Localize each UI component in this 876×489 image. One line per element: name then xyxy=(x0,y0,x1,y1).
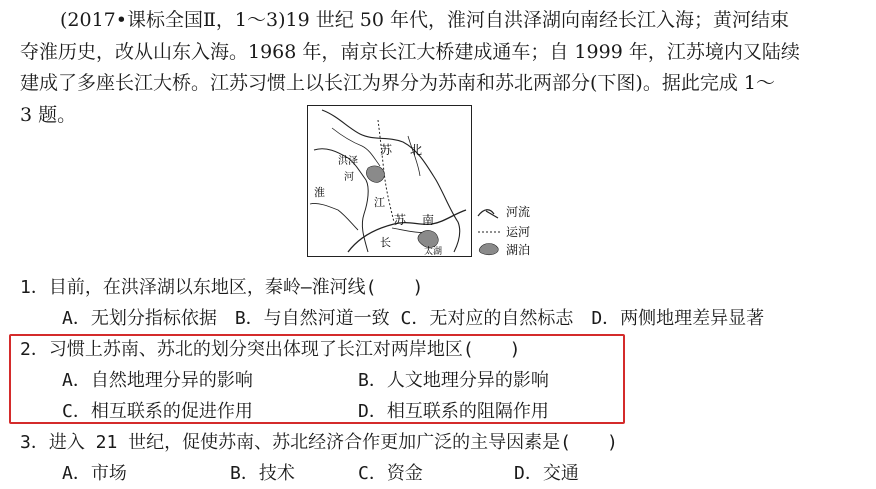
legend-drawing xyxy=(476,198,566,258)
map-label-hongze: 洪泽 xyxy=(338,156,358,167)
map-label-su-south: 苏 xyxy=(394,213,407,227)
question-2-option-b: B．人文地理分异的影响 xyxy=(358,370,549,391)
question-2-option-c: C．相互联系的促进作用 xyxy=(62,401,253,422)
map-label-taihu: 太湖 xyxy=(424,247,443,256)
legend-river: 河流 xyxy=(506,205,531,219)
intro-line-2: 夺淮历史，改从山东入海。1968 年，南京长江大桥建成通车；自 1999 年，江苏境内又陆续 xyxy=(20,41,800,63)
legend-lake: 湖泊 xyxy=(506,243,531,257)
question-3-option-a: A．市场 xyxy=(62,463,127,484)
lake-legend-icon xyxy=(479,244,498,255)
question-3-option-b: B．技术 xyxy=(230,463,295,484)
map-label-nan: 南 xyxy=(422,213,435,227)
question-2-stem: 2．习惯上苏南、苏北的划分突出体现了长江对两岸地区( ) xyxy=(20,339,521,360)
question-3-option-c: C．资金 xyxy=(358,463,423,484)
river-legend-icon xyxy=(478,210,498,218)
question-2-option-a: A．自然地理分异的影响 xyxy=(62,370,253,391)
map-drawing xyxy=(308,106,471,256)
question-1-stem: 1．目前，在洪泽湖以东地区，秦岭—淮河线( ) xyxy=(20,277,424,298)
intro-line-1: (2017•课标全国Ⅱ，1～3)19 世纪 50 年代，淮河自洪泽湖向南经长江入海；黄河结束 xyxy=(60,9,789,31)
intro-line-4: 3 题。 xyxy=(20,104,77,126)
map-legend xyxy=(476,198,566,258)
question-1-options: A．无划分指标依据 B．与自然河道一致 C．无对应的自然标志 D．两侧地理差异显著 xyxy=(62,308,765,329)
map-label-bei: 北 xyxy=(410,143,423,157)
map-label-su-north: 苏 xyxy=(380,143,393,157)
question-3-stem: 3．进入 21 世纪，促使苏南、苏北经济合作更加广泛的主导因素是( ) xyxy=(20,432,618,453)
map-label-he: 河 xyxy=(344,172,354,183)
jiangsu-map xyxy=(307,105,472,257)
map-label-chang: 长 xyxy=(380,236,391,249)
intro-line-3: 建成了多座长江大桥。江苏习惯上以长江为界分为苏南和苏北两部分(下图)。据此完成 1～ xyxy=(20,72,775,94)
question-2-option-d: D．相互联系的阻隔作用 xyxy=(358,401,549,422)
map-label-jiang: 江 xyxy=(374,196,385,209)
legend-canal: 运河 xyxy=(506,225,531,239)
map-label-huai: 淮 xyxy=(314,186,325,199)
question-3-option-d: D．交通 xyxy=(514,463,579,484)
